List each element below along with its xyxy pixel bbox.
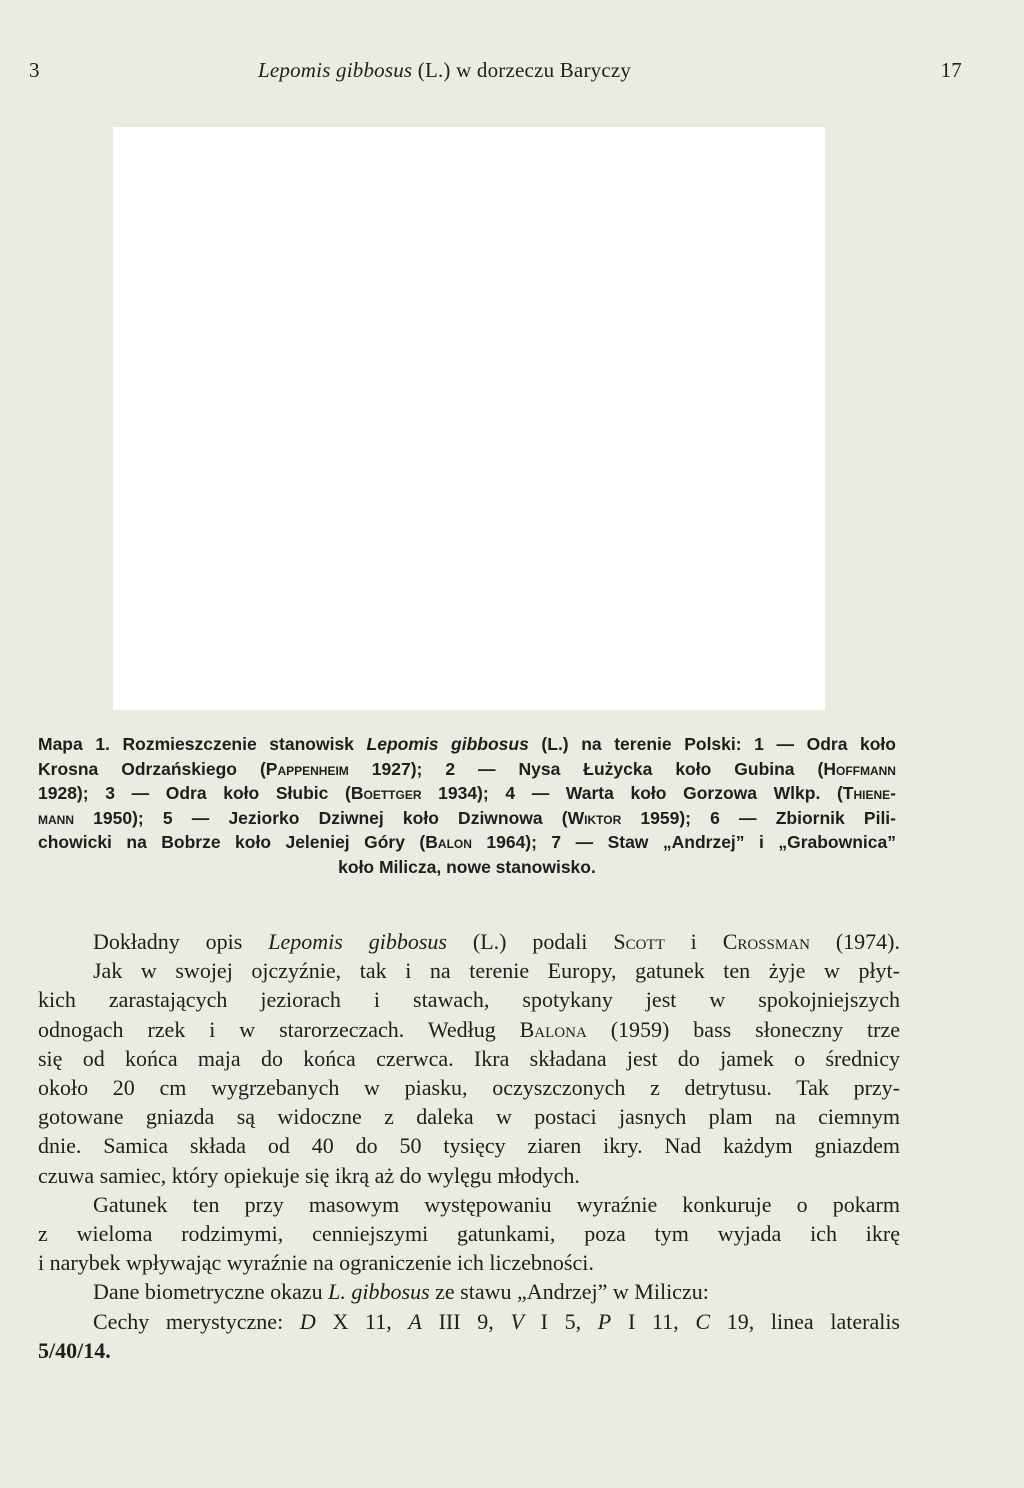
body-line [38,1336,900,1365]
running-title [258,58,631,83]
section-number: 3 [29,58,40,82]
body-text: Cechy merystyczne: [93,1308,300,1334]
caption-line [38,732,896,757]
caption-text: Mapa 1. Rozmieszczenie stanowisk [38,734,367,754]
body-line [38,1044,900,1073]
body-line [38,1015,900,1044]
caption-line [38,806,896,831]
caption-text: mann [38,807,74,828]
body-text: kich zarastających jeziorach i stawach, spotykany jest w spokojniejszych [38,987,900,1013]
caption-text: Boettger [350,783,422,803]
body-text: dnie. Samica składa od 40 do 50 tysięcy ziaren ikry. Nad każdym gniazdem [38,1133,900,1159]
body-text: z wieloma rodzimymi, cenniejszymi gatunkami, poza tym wyjada ich ikrę [38,1221,900,1247]
caption-text: Thiene- [842,783,896,803]
body-text: I 5, [523,1308,598,1334]
body-text: (1959) bass słoneczny trze [586,1016,900,1042]
caption-line [38,855,896,880]
caption-text: Pappenheim [265,758,349,779]
body-text: A [408,1308,422,1334]
page-number: 17 [940,58,962,82]
body-text: P [597,1308,612,1334]
caption-text: Lepomis gibbosus [366,734,529,754]
body-line [38,927,900,956]
body-line [38,1073,900,1102]
body-text: czuwa samiec, który opiekuje się ikrą aż do wylęgu młodych. [38,1162,580,1188]
body-text: I 11, [611,1308,696,1334]
caption-text: 1928); 3 — Odra koło Słubic ( [38,783,351,803]
body-text: Dokładny opis [93,929,269,954]
body-line [38,1131,900,1160]
running-title-species: Lepomis gibbosus [258,58,413,82]
caption-line [38,757,896,782]
body-text: 19, linea lateralis [710,1308,900,1334]
body-text: Dane biometryczne okazu [93,1279,329,1305]
caption-line [38,781,896,806]
caption-text: koło Milicza, nowe stanowisko. [338,856,596,877]
caption-text: 1934); 4 — Warta koło Gorzowa Wlkp. ( [421,783,843,803]
body-text: III 9, [421,1308,511,1334]
body-text: (1974). [809,929,900,954]
body-text: gotowane gniazda są widoczne z daleka w postaci jasnych plam na ciemnym [38,1104,900,1130]
body-text: Gatunek ten przy masowym występowaniu wyraźnie konkuruje o pokarm [93,1191,900,1217]
body-line [38,956,900,985]
caption-text: Krosna Odrzańskiego ( [38,758,266,779]
body-text: L. gibbosus [328,1279,430,1305]
body-text: Lepomis gibbosus [268,929,447,954]
body-text: się od końca maja do końca czerwca. Ikra składana jest do jamek o średnicy [38,1045,900,1071]
body-text: i [664,929,723,954]
body-text: Jak w swojej ojczyźnie, tak i na terenie Europy, gatunek ten żyje w płyt- [93,958,900,984]
caption-text: chowicki na Bobrze koło Jeleniej Góry ( [38,832,426,852]
body-line [38,1161,900,1190]
caption-text: 1927); 2 — Nysa Łużycka koło Gubina ( [348,758,824,779]
caption-text: Wiktor [567,807,622,828]
figure-caption [38,732,896,879]
body-line [38,1248,900,1277]
body-text [38,927,900,1365]
body-text: C [695,1308,711,1334]
caption-text: Balon [425,832,472,852]
caption-text: 1964); 7 — Staw „Andrzej” i „Grabownica” [471,832,896,852]
body-text: około 20 cm wygrzebanych w piasku, oczyszczonych z detrytusu. Tak przy- [38,1075,900,1101]
caption-line [38,830,896,855]
caption-text: (L.) na terenie Polski: 1 — Odra koło [528,734,896,754]
body-line [38,1190,900,1219]
body-line [38,1102,900,1131]
body-text: V [510,1308,524,1334]
body-line [38,1277,900,1306]
caption-text: 1950); 5 — Jeziorko Dziwnej koło Dziwnowa ( [74,807,568,828]
body-text: (L.) podali [447,929,614,954]
body-text: D [299,1308,316,1334]
caption-text: 1959); 6 — Zbiornik Pili- [621,807,896,828]
body-text: Scott [613,929,665,954]
body-line [38,1307,900,1336]
body-text: i narybek wpływając wyraźnie na ograniczenie ich liczebności. [38,1250,594,1276]
map-figure-area [113,127,825,710]
body-text: Balona [519,1016,587,1042]
body-text: Crossman [722,929,810,954]
body-line [38,1219,900,1248]
body-line [38,985,900,1014]
body-text: X 11, [315,1308,409,1334]
caption-text: Hoffmann [823,758,896,779]
body-text: ze stawu „Andrzej” w Miliczu: [429,1279,709,1305]
body-text: odnogach rzek i w starorzeczach. Według [38,1016,520,1042]
running-title-rest: (L.) w dorzeczu Baryczy [412,58,632,82]
body-text: 5/40/14. [38,1337,111,1363]
